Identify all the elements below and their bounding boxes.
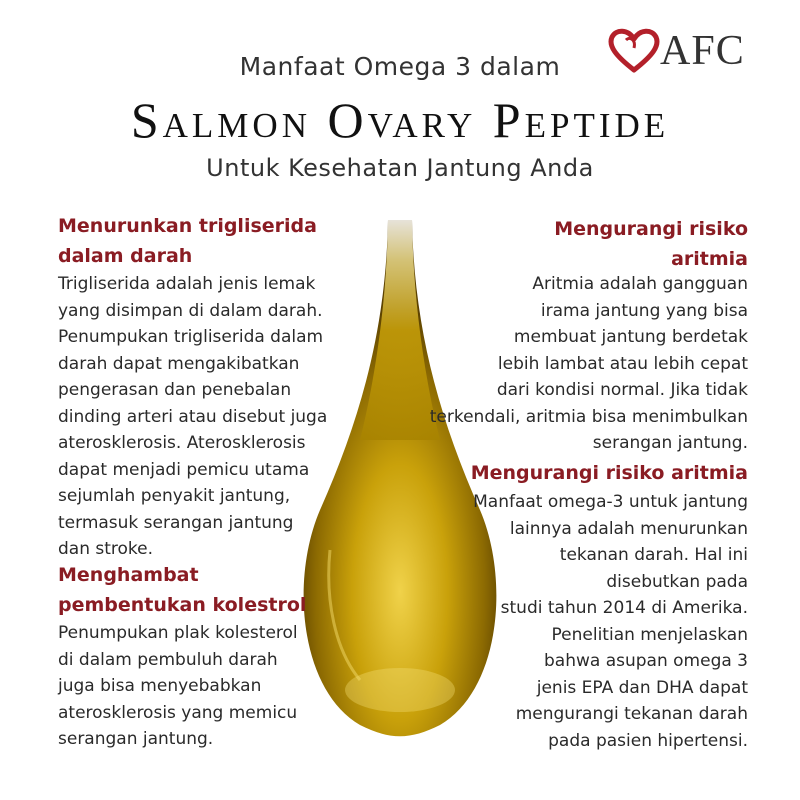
body-arrhythmia: Aritmia adalah gangguan irama jantung yang bisa membuat jantung berdetak lebih lambat atau lebih cepat dari kondisi normal. Jika tidak terkendali, aritmia bisa menimbulkan serangan jantung. — [429, 274, 748, 453]
post-title: Untuk Kesehatan Jantung Anda — [206, 154, 594, 182]
brand-logo-text: AFC — [660, 28, 745, 74]
body-triglyceride: Trigliserida adalah jenis lemak yang disimpan di dalam darah. Penumpukan trigliserida dalam darah dapat mengakibatkan pengerasan dan penebalan dinding arteri atau disebut juga aterosklerosis. Aterosklerosis dapat menjadi pemicu utama sejumlah penyakit jantung, termasuk serangan jantung dan stroke. — [58, 274, 328, 559]
page-title: Salmon Ovary Peptide — [130, 92, 670, 148]
heading-triglyceride: Menurunkan trigliserida dalam darah — [58, 215, 317, 267]
heading-arrhythmia: Mengurangi risiko aritmia — [554, 218, 748, 270]
heading-cholesterol: Menghambat pembentukan kolestrol — [58, 564, 307, 616]
body-arrhythmia-2: Manfaat omega-3 untuk jantung lainnya adalah menurunkan tekanan darah. Hal ini disebutkan pada studi tahun 2014 di Amerika. Penelitian menjelaskan bahwa asupan omega 3 jenis EPA dan DHA dapat mengurangi tekanan darah pada pasien hipertensi. — [473, 492, 748, 751]
body-cholesterol: Penumpukan plak kolesterol di dalam pembuluh darah juga bisa menyebabkan aterosklerosis yang memicu serangan jantung. — [58, 623, 298, 749]
pre-title: Manfaat Omega 3 dalam — [239, 52, 561, 81]
heading-arrhythmia-2: Mengurangi risiko aritmia — [470, 462, 748, 484]
